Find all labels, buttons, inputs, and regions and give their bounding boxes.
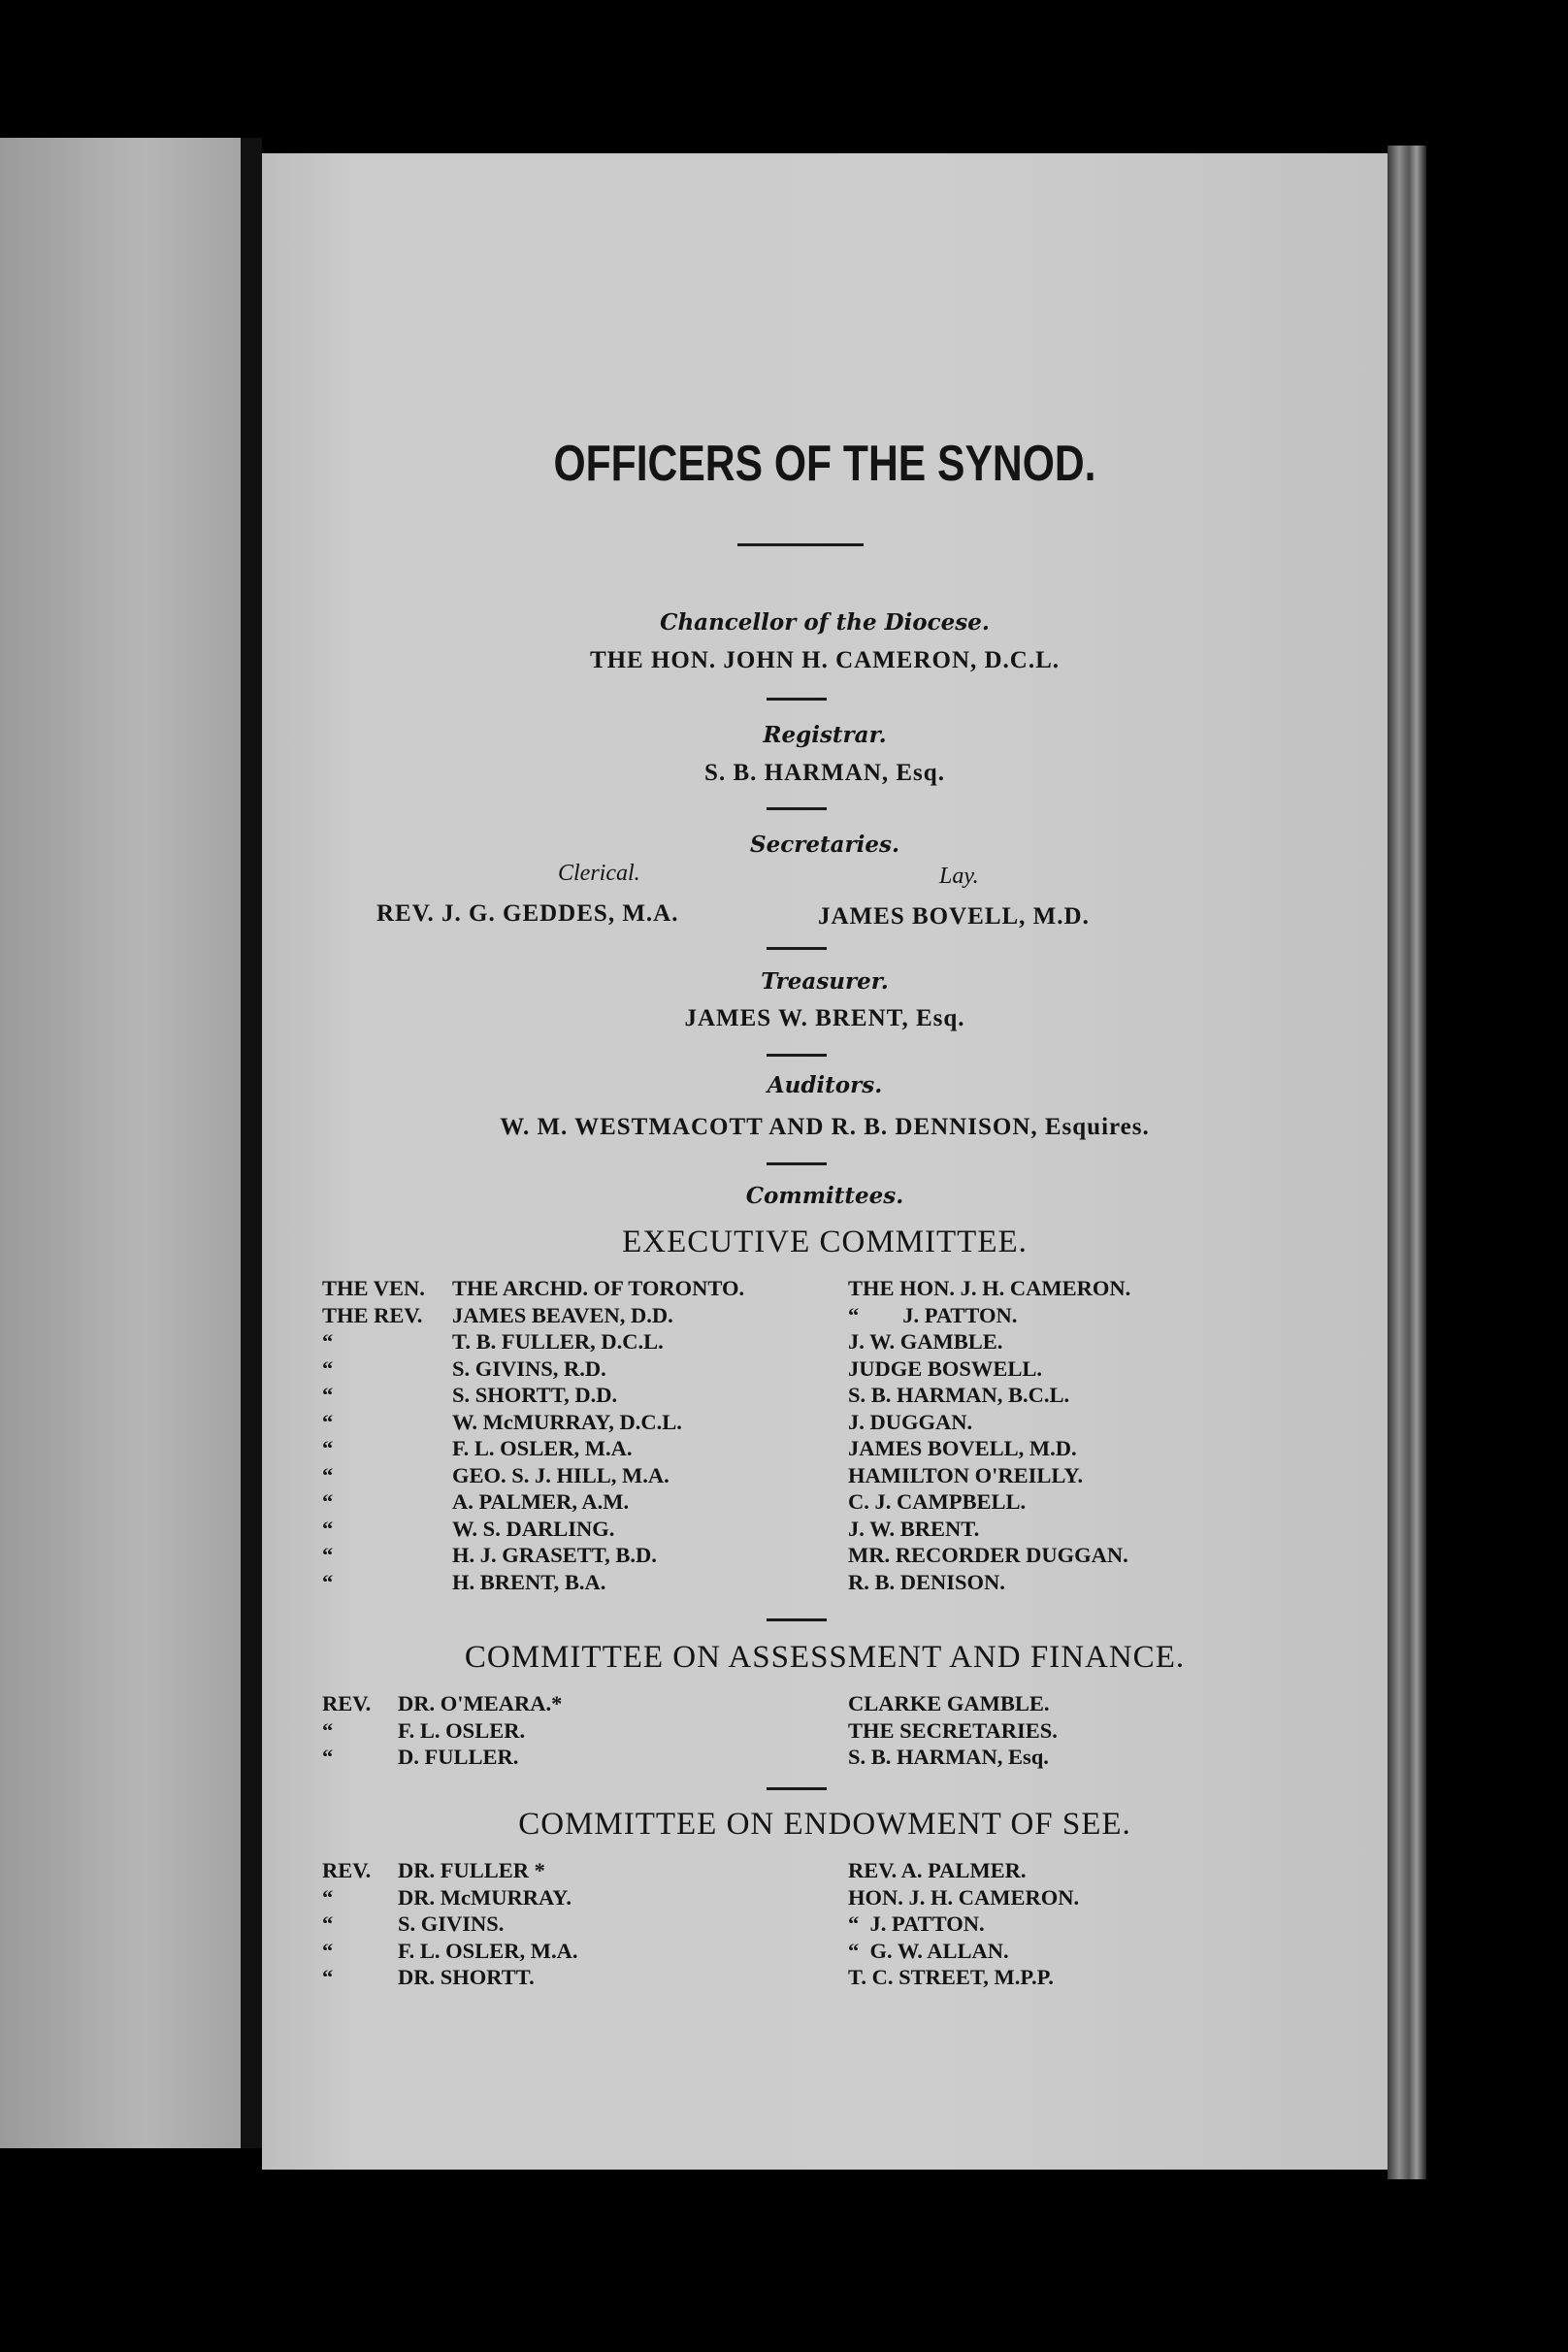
- endowment-laity-column: [848, 1857, 1079, 1991]
- executive-clergy-column: [452, 1275, 744, 1595]
- lay-member: T. C. STREET, M.P.P.: [848, 1965, 1054, 1989]
- clergy-member: DR. O'MEARA.*: [398, 1691, 563, 1715]
- clergy-member: THE ARCHD. OF TORONTO.: [452, 1276, 745, 1300]
- lay-member: J. W. BRENT.: [848, 1516, 980, 1541]
- lay-member: JAMES BOVELL, M.D.: [848, 1436, 1077, 1460]
- member-prefix: “: [322, 1745, 334, 1769]
- member-prefix: “: [322, 1409, 334, 1434]
- divider: [767, 1787, 827, 1790]
- clergy-member: JAMES BEAVEN, D.D.: [452, 1302, 673, 1327]
- lay-member: R. B. DENISON.: [848, 1569, 1005, 1594]
- treasurer-heading: Treasurer.: [761, 968, 889, 995]
- lay-member: THE HON. J. H. CAMERON.: [848, 1276, 1131, 1300]
- lay-member: CLARKE GAMBLE.: [848, 1691, 1050, 1715]
- lay-member: “ G. W. ALLAN.: [848, 1938, 1009, 1963]
- lay-member: REV. A. PALMER.: [848, 1858, 1027, 1882]
- auditors-name: W. M. WESTMACOTT AND R. B. DENNISON, Esquires.: [500, 1114, 1150, 1140]
- member-prefix: “: [322, 1383, 334, 1407]
- member-prefix: “: [322, 1543, 334, 1567]
- facing-page: [0, 138, 241, 2148]
- clerical-secretary: REV. J. G. GEDDES, M.A.: [376, 900, 679, 927]
- divider: [767, 947, 827, 950]
- lay-member: “ J. PATTON.: [848, 1911, 985, 1936]
- clergy-member: H. BRENT, B.A.: [452, 1569, 606, 1594]
- treasurer-name: JAMES W. BRENT, Esq.: [684, 1005, 965, 1031]
- lay-secretary: JAMES BOVELL, M.D.: [818, 903, 1090, 930]
- assessment-laity-column: [848, 1690, 1058, 1771]
- registrar-heading: Registrar.: [763, 722, 887, 748]
- clergy-member: T. B. FULLER, D.C.L.: [452, 1329, 664, 1354]
- assessment-committee-heading: COMMITTEE ON ASSESSMENT AND FINANCE.: [464, 1640, 1186, 1675]
- member-prefix: “: [322, 1516, 334, 1541]
- member-prefix: “: [322, 1329, 334, 1354]
- member-prefix: “: [322, 1911, 334, 1936]
- member-prefix: REV.: [322, 1858, 372, 1882]
- clergy-member: H. J. GRASETT, B.D.: [452, 1543, 657, 1567]
- lay-member: “ J. PATTON.: [848, 1302, 1018, 1327]
- member-prefix: “: [322, 1436, 334, 1460]
- divider: [767, 1162, 827, 1165]
- chancellor-name: THE HON. JOHN H. CAMERON, D.C.L.: [589, 647, 1061, 673]
- endowment-prefix-column: [322, 1857, 371, 1991]
- clergy-member: DR. McMURRAY.: [398, 1884, 572, 1910]
- clergy-member: S. GIVINS, R.D.: [452, 1356, 606, 1381]
- clergy-member: GEO. S. J. HILL, M.A.: [452, 1462, 670, 1487]
- clergy-member: F. L. OSLER, M.A.: [398, 1938, 578, 1963]
- divider: [767, 807, 827, 810]
- clergy-member: DR. SHORTT.: [398, 1965, 535, 1989]
- committees-heading: Committees.: [745, 1183, 904, 1209]
- lay-member: THE SECRETARIES.: [848, 1717, 1058, 1743]
- member-prefix: “: [322, 1356, 334, 1381]
- clergy-member: DR. FULLER *: [398, 1858, 545, 1882]
- member-prefix: “: [322, 1489, 334, 1514]
- registrar-name: S. B. HARMAN, Esq.: [704, 760, 945, 786]
- book-gutter: [241, 138, 262, 2148]
- lay-member: HON. J. H. CAMERON.: [848, 1884, 1080, 1910]
- lay-member: JUDGE BOSWELL.: [848, 1356, 1043, 1381]
- clergy-member: S. SHORTT, D.D.: [452, 1383, 618, 1407]
- divider: [767, 1618, 827, 1621]
- endowment-clergy-column: [398, 1857, 577, 1991]
- member-prefix: THE REV.: [322, 1302, 423, 1327]
- lay-label: Lay.: [939, 864, 979, 889]
- auditors-heading: Auditors.: [767, 1072, 883, 1098]
- chancellor-heading: Chancellor of the Diocese.: [660, 609, 990, 636]
- page-edge: [1388, 146, 1426, 2179]
- endowment-committee-heading: COMMITTEE ON ENDOWMENT OF SEE.: [518, 1807, 1131, 1842]
- assessment-clergy-column: [398, 1690, 562, 1771]
- clergy-member: S. GIVINS.: [398, 1911, 505, 1936]
- executive-committee-heading: EXECUTIVE COMMITTEE.: [622, 1225, 1028, 1259]
- clergy-member: W. S. DARLING.: [452, 1516, 615, 1541]
- member-prefix: “: [322, 1462, 334, 1487]
- clergy-member: F. L. OSLER.: [398, 1717, 526, 1743]
- divider: [767, 698, 827, 701]
- page-title: OFFICERS OF THE SYNOD.: [553, 436, 1096, 492]
- lay-member: MR. RECORDER DUGGAN.: [848, 1543, 1128, 1567]
- clergy-member: D. FULLER.: [398, 1745, 519, 1769]
- secretaries-heading: Secretaries.: [750, 832, 899, 858]
- member-prefix: “: [322, 1884, 334, 1910]
- executive-prefix-column: [322, 1275, 425, 1595]
- clergy-member: W. McMURRAY, D.C.L.: [452, 1409, 682, 1434]
- member-prefix: “: [322, 1965, 334, 1989]
- lay-member: J. DUGGAN.: [848, 1409, 973, 1434]
- lay-member: C. J. CAMPBELL.: [848, 1489, 1027, 1514]
- member-prefix: “: [322, 1569, 334, 1594]
- executive-laity-column: [848, 1275, 1130, 1595]
- lay-member: J. W. GAMBLE.: [848, 1329, 1003, 1354]
- lay-member: S. B. HARMAN, Esq.: [848, 1745, 1049, 1769]
- member-prefix: “: [322, 1717, 334, 1743]
- clerical-label: Clerical.: [558, 861, 640, 886]
- lay-member: S. B. HARMAN, B.C.L.: [848, 1383, 1070, 1407]
- member-prefix: THE VEN.: [322, 1276, 425, 1300]
- divider: [767, 1054, 827, 1057]
- assessment-prefix-column: [322, 1690, 371, 1771]
- divider: [737, 543, 864, 546]
- clergy-member: F. L. OSLER, M.A.: [452, 1436, 633, 1460]
- member-prefix: REV.: [322, 1691, 372, 1715]
- clergy-member: A. PALMER, A.M.: [452, 1489, 630, 1514]
- lay-member: HAMILTON O'REILLY.: [848, 1462, 1084, 1487]
- member-prefix: “: [322, 1938, 334, 1963]
